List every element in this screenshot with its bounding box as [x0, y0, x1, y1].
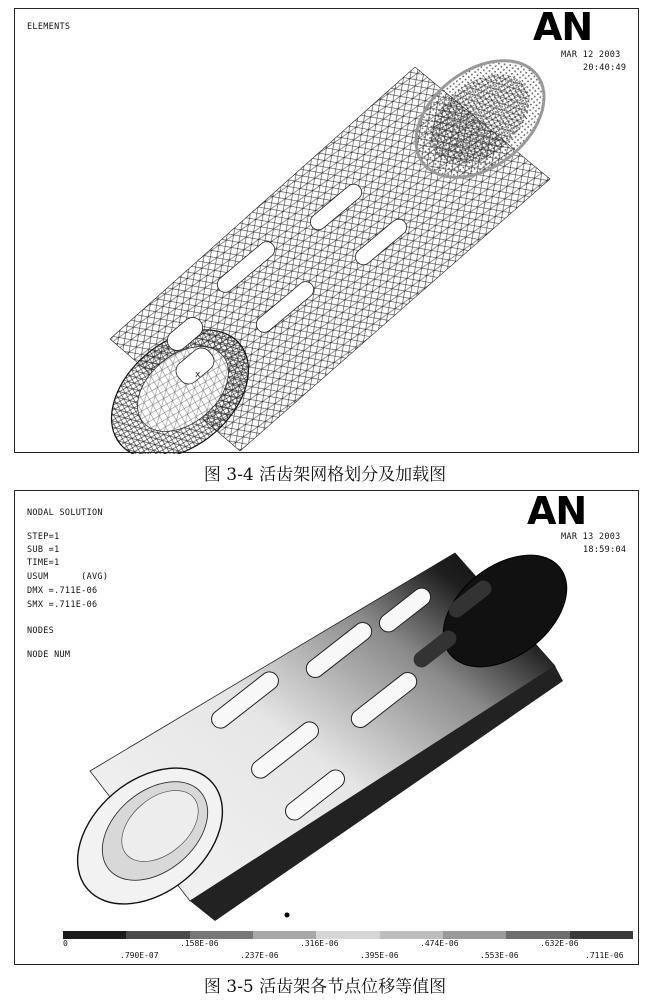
- legend-band-5: [316, 931, 379, 939]
- figure1-caption: 图 3-4 活齿架网格划分及加载图: [203, 465, 447, 485]
- info-line-8: NODES: [27, 626, 55, 636]
- info-line-9: NODE NUM: [27, 650, 71, 660]
- legend-band-2: [126, 931, 189, 939]
- figure1-time: 20:40:49: [583, 63, 627, 73]
- legend-label-bottom-5: .711E-06: [585, 951, 624, 960]
- info-line-4: TIME=1: [27, 558, 60, 568]
- info-line-5: USUM (AVG): [27, 572, 109, 582]
- contour-legend: [63, 931, 633, 939]
- ansys-logo: AN: [533, 5, 593, 49]
- legend-label-top-5: .632E-06: [540, 939, 579, 948]
- legend-label-bottom-1: .790E-07: [120, 951, 159, 960]
- displacement-contour-drawing: [15, 491, 640, 966]
- legend-label-top-1: 0: [63, 939, 68, 948]
- legend-label-top-4: .474E-06: [420, 939, 459, 948]
- legend-label-bottom-4: .553E-06: [480, 951, 519, 960]
- svg-text:x: x: [195, 370, 201, 380]
- legend-label-top-3: .316E-06: [300, 939, 339, 948]
- ansys-logo-2: AN: [527, 489, 587, 533]
- figure1-date: MAR 12 2003: [561, 50, 621, 60]
- info-line-6: DMX =.711E-06: [27, 586, 98, 596]
- info-line-1: NODAL SOLUTION: [27, 508, 103, 518]
- legend-band-9: [570, 931, 633, 939]
- mesh-cylinder-drawing: [15, 9, 640, 454]
- legend-label-bottom-2: .237E-06: [240, 951, 279, 960]
- legend-label-top-2: .158E-06: [180, 939, 219, 948]
- legend-band-8: [506, 931, 569, 939]
- info-line-3: SUB =1: [27, 545, 60, 555]
- figure2-time: 18:59:04: [583, 545, 627, 555]
- legend-band-3: [190, 931, 253, 939]
- legend-band-6: [380, 931, 443, 939]
- figure2-date: MAR 13 2003: [561, 532, 621, 542]
- legend-band-7: [443, 931, 506, 939]
- info-line-7: SMX =.711E-06: [27, 600, 98, 610]
- nodal-solution-panel: [14, 490, 639, 965]
- legend-band-1: [63, 931, 126, 939]
- info-line-2: STEP=1: [27, 532, 60, 542]
- legend-band-4: [253, 931, 316, 939]
- mesh-figure-panel: [14, 5, 639, 453]
- elements-header: ELEMENTS: [27, 22, 71, 32]
- figure2-caption: 图 3-5 活齿架各节点位移等值图: [203, 977, 447, 997]
- legend-label-bottom-3: .395E-06: [360, 951, 399, 960]
